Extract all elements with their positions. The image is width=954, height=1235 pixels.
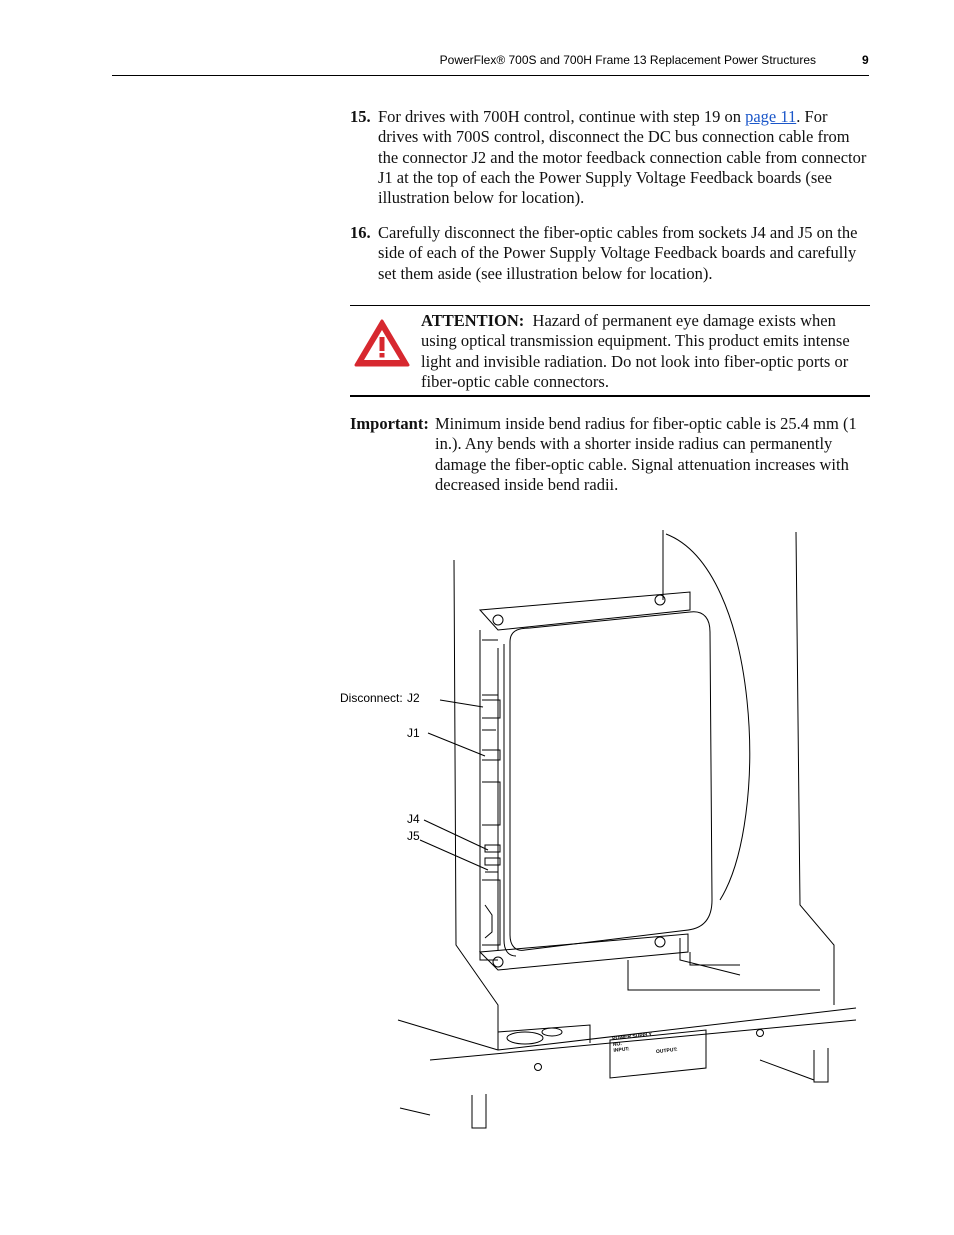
attention-heading: ATTENTION:	[421, 311, 525, 330]
step-number: 15.	[350, 107, 371, 126]
step-text	[378, 107, 870, 208]
voltage-feedback-board-illustration	[320, 520, 880, 1140]
step-16	[350, 223, 870, 284]
step-text-part: For drives with 700H control, continue with step 19 on	[378, 107, 746, 126]
important-text: Minimum inside bend radius for fiber-optic cable is 25.4 mm (1 in.). Any bends with a shorter inside radius can permanently damage the fiber-optic cable. Signal attenuation increases with decreased inside bend radii.	[435, 414, 857, 494]
nameplate-output: OUTPUT:	[655, 1046, 678, 1056]
callout-j1: J1	[407, 726, 420, 740]
callout-disconnect: Disconnect:	[340, 691, 403, 705]
warning-triangle-icon	[354, 318, 410, 368]
important-label: Important:	[350, 414, 429, 433]
step-text-part: . For drives with 700S control, disconnect the DC bus connection cable from the connector J2 and the motor feedback connection cable from connector J1 at the top of each the Power Supply Voltage Feedback boards (see illustration below for location).	[378, 107, 867, 208]
step-number: 16.	[350, 223, 371, 242]
running-header-title: PowerFlex® 700S and 700H Frame 13 Replacement Power Structures	[439, 53, 816, 67]
callout-j4: J4	[407, 812, 420, 826]
step-text: Carefully disconnect the fiber-optic cables from sockets J4 and J5 on the side of each of the Power Supply Voltage Feedback boards and carefully set them aside (see illustration below for location).	[378, 223, 858, 283]
nameplate-input: INPUT:	[613, 1046, 630, 1054]
important-note	[350, 414, 870, 495]
page-11-link[interactable]: page 11	[745, 107, 797, 126]
attention-text	[421, 311, 869, 392]
page-number: 9	[862, 53, 869, 67]
callout-j5: J5	[407, 829, 420, 843]
header-divider	[112, 75, 869, 76]
attention-body: Hazard of permanent eye damage exists when using optical transmission equipment. This product emits intense light and invisible radiation. Do not look into fiber-optic ports or fiber-optic cable connectors.	[421, 311, 850, 391]
step-15	[350, 107, 870, 208]
nameplate-line1: POWER SUPPLY	[612, 1031, 653, 1042]
attention-box	[350, 305, 870, 397]
callout-j2: J2	[407, 691, 420, 705]
nameplate-line2: NO.	[612, 1041, 623, 1048]
